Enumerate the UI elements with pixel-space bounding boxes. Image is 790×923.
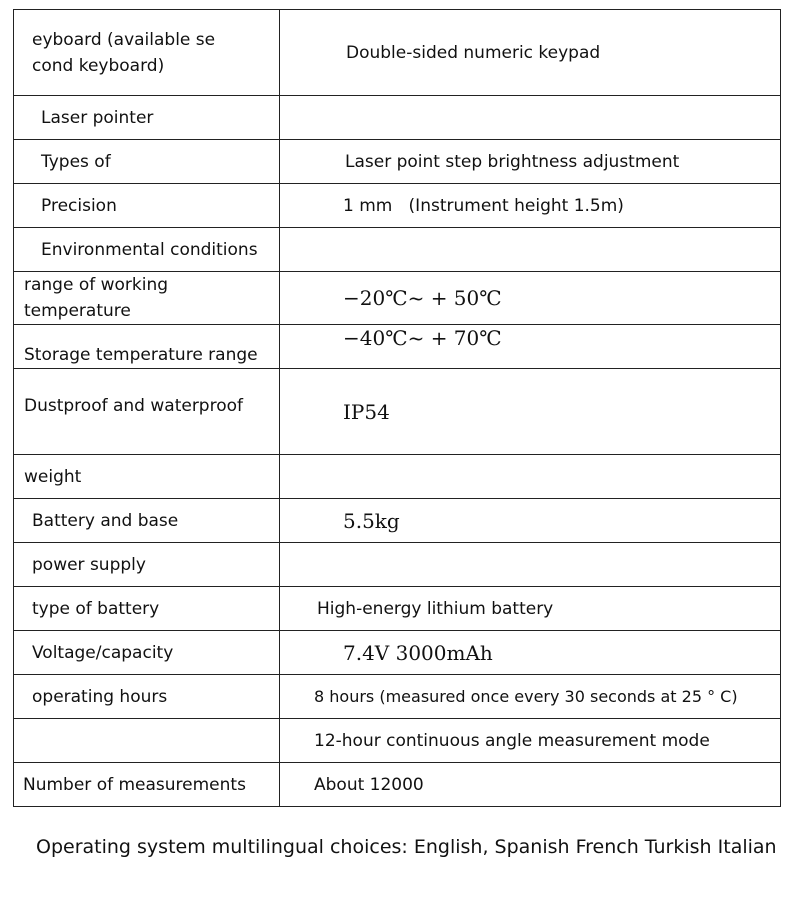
spec-value: [280, 543, 781, 587]
table-row: [14, 369, 781, 455]
spec-value: High-energy lithium battery: [280, 587, 781, 631]
spec-label: Environmental conditions: [14, 228, 280, 272]
table-row: [14, 140, 781, 184]
table-row: [14, 719, 781, 763]
spec-value: 1 mm (Instrument height 1.5m): [280, 184, 781, 228]
spec-value: 7.4V 3000mAh: [280, 631, 781, 675]
table-row: [14, 455, 781, 499]
spec-label: operating hours: [14, 675, 280, 719]
spec-label: Storage temperature range: [14, 325, 280, 369]
spec-value: Laser point step brightness adjustment: [280, 140, 781, 184]
footer-note: Operating system multilingual choices: English, Spanish French Turkish Italian: [36, 836, 777, 858]
spec-label: eyboard (available se cond keyboard): [14, 10, 280, 96]
table-row: [14, 272, 781, 325]
spec-label: range of working temperature: [14, 272, 280, 325]
table-row: [14, 325, 781, 369]
spec-value: [280, 228, 781, 272]
spec-value: [280, 455, 781, 499]
spec-value: Double-sided numeric keypad: [280, 10, 781, 96]
spec-label: Number of measurements: [14, 763, 280, 807]
table-row: [14, 631, 781, 675]
spec-label: [14, 719, 280, 763]
spec-value: [280, 96, 781, 140]
table-row: [14, 587, 781, 631]
table-row: [14, 675, 781, 719]
table-row: [14, 184, 781, 228]
spec-table: [13, 9, 781, 807]
spec-value: −20℃~ + 50℃: [280, 272, 781, 325]
spec-label: weight: [14, 455, 280, 499]
table-row: [14, 10, 781, 96]
spec-value: 8 hours (measured once every 30 seconds at 25 ° C): [280, 675, 781, 719]
spec-label: Battery and base: [14, 499, 280, 543]
spec-label: type of battery: [14, 587, 280, 631]
table-row: [14, 228, 781, 272]
spec-label: Types of: [14, 140, 280, 184]
spec-label: Precision: [14, 184, 280, 228]
spec-label: Voltage/capacity: [14, 631, 280, 675]
spec-label: power supply: [14, 543, 280, 587]
table-row: [14, 543, 781, 587]
spec-value: −40℃~ + 70℃: [280, 325, 781, 369]
spec-value: About 12000: [280, 763, 781, 807]
spec-value: 5.5kg: [280, 499, 781, 543]
table-row: [14, 763, 781, 807]
spec-label: Laser pointer: [14, 96, 280, 140]
table-row: [14, 96, 781, 140]
spec-value: 12-hour continuous angle measurement mode: [280, 719, 781, 763]
spec-label: Dustproof and waterproof: [14, 369, 280, 455]
table-row: [14, 499, 781, 543]
spec-value: IP54: [280, 369, 781, 455]
